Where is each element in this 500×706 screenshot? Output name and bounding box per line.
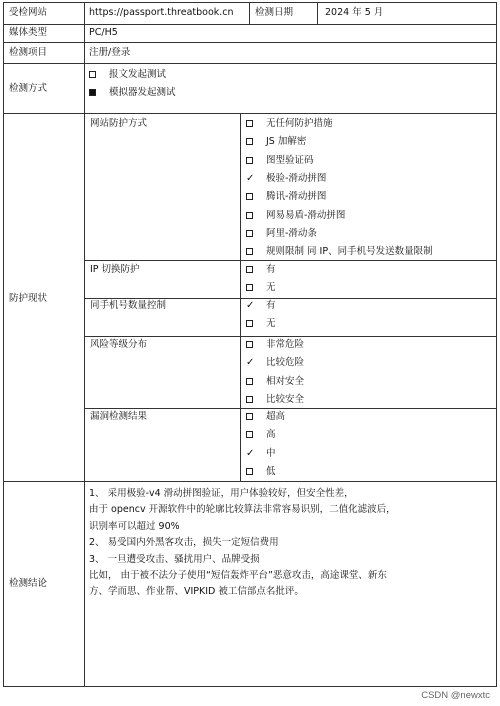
option-label: 模拟器发起测试	[109, 87, 176, 98]
rule	[3, 686, 497, 687]
option-label: 低	[266, 465, 276, 477]
option-label: 图型验证码	[266, 154, 314, 166]
media-value: PC/H5	[89, 27, 118, 38]
empty-checkbox-icon	[246, 320, 253, 327]
status-option	[246, 136, 306, 148]
status-option	[246, 155, 314, 167]
empty-checkbox-icon	[246, 193, 253, 200]
rule	[3, 63, 497, 64]
rule	[240, 113, 241, 482]
status-option	[246, 210, 345, 222]
rule	[84, 336, 497, 337]
option-label: 有	[266, 264, 276, 275]
section-name-risk-level: 风险等级分布	[90, 339, 148, 350]
rule	[496, 2, 497, 687]
option-label: 比较危险	[266, 357, 305, 369]
option-label: 腾讯-滑动拼图	[266, 191, 327, 203]
status-option	[246, 300, 276, 312]
empty-checkbox-icon	[246, 468, 253, 475]
option-label: 比较安全	[266, 393, 305, 405]
empty-checkbox-icon	[246, 341, 253, 348]
section-name-ip-switch: IP 切换防护	[90, 264, 140, 275]
media-label: 媒体类型	[9, 27, 48, 38]
status-option	[246, 318, 276, 330]
empty-checkbox-icon	[246, 120, 253, 127]
option-label: 超高	[266, 411, 286, 422]
rule	[3, 42, 497, 43]
rule	[84, 408, 497, 409]
status-option	[246, 466, 276, 478]
empty-checkbox-icon	[246, 378, 253, 385]
status-option	[246, 339, 304, 351]
section-name-phone-limit: 同手机号数量控制	[90, 300, 167, 311]
method-label: 检测方式	[9, 83, 48, 94]
site-url: https://passport.threatbook.cn	[89, 7, 234, 18]
conclusion-line: 2、 易受国内外黑客攻击，损失一定短信费用	[89, 537, 279, 549]
empty-checkbox-icon	[246, 266, 253, 273]
option-label: 阿里-滑动条	[266, 227, 317, 239]
status-option	[246, 429, 276, 441]
empty-checkbox-icon	[89, 71, 96, 78]
empty-checkbox-icon	[246, 248, 253, 255]
empty-checkbox-icon	[246, 284, 253, 291]
status-option	[246, 394, 304, 406]
method-option	[89, 87, 176, 99]
section-name-protection: 网站防护方式	[90, 118, 148, 129]
option-label: 非常危险	[266, 339, 305, 350]
rule	[84, 260, 497, 261]
option-label: 中	[266, 447, 276, 459]
rule	[3, 481, 497, 482]
watermark: CSDN @newxtc	[421, 690, 490, 701]
status-option	[246, 228, 317, 240]
rule	[3, 2, 4, 687]
rule	[3, 2, 497, 3]
empty-checkbox-icon	[246, 431, 253, 438]
conclusion-line: 比如， 由于被不法分子使用“短信轰炸平台”恶意攻击，高途课堂、新东	[89, 570, 387, 581]
conclusion-line: 1、 采用极验-v4 滑动拼图验证，用户体验较好，但安全性差，	[89, 488, 354, 499]
conclusion-line: 识别率可以超过 90%	[89, 520, 180, 532]
method-option	[89, 69, 166, 81]
status-option	[246, 282, 276, 294]
option-label: JS 加解密	[266, 136, 307, 148]
filled-square-icon	[89, 89, 96, 96]
date-value: 2024 年 5 月	[325, 7, 384, 18]
conclusion-label: 检测结论	[9, 578, 48, 589]
empty-checkbox-icon	[246, 230, 253, 237]
item-label: 检测项目	[9, 47, 48, 58]
section-name-vuln-result: 漏洞检测结果	[90, 411, 148, 422]
option-label: 规则限制 同 IP、同手机号发送数量限制	[266, 246, 433, 258]
site-label: 受检网站	[9, 7, 48, 18]
checkmark-icon: ✓	[246, 172, 255, 184]
option-label: 有	[266, 300, 276, 311]
option-label: 报文发起测试	[109, 69, 167, 80]
status-option	[246, 191, 326, 203]
option-label: 相对安全	[266, 375, 305, 387]
status-option	[246, 264, 276, 276]
empty-checkbox-icon	[246, 396, 253, 403]
conclusion-line: 由于 opencv 开源软件中的轮廓比较算法非常容易识别，二值化滤波后，	[89, 504, 396, 516]
status-option	[246, 246, 433, 258]
empty-checkbox-icon	[246, 157, 253, 164]
option-label: 高	[266, 429, 276, 441]
option-label: 网易易盾-滑动拼图	[266, 209, 346, 221]
checkmark-icon: ✓	[246, 357, 255, 369]
checkmark-icon: ✓	[246, 300, 255, 311]
option-label: 无任何防护措施	[266, 118, 333, 129]
status-option	[246, 173, 326, 185]
rule	[249, 2, 250, 25]
status-option	[246, 357, 304, 369]
status-option	[246, 118, 333, 130]
rule	[317, 2, 318, 25]
rule	[3, 113, 497, 114]
conclusion-line: 3、 一旦遭受攻击、骚扰用户、品牌受损	[89, 553, 260, 565]
status-option	[246, 411, 285, 423]
empty-checkbox-icon	[246, 138, 253, 145]
option-label: 极验-滑动拼图	[266, 172, 327, 184]
status-option	[246, 448, 276, 460]
option-label: 无	[266, 282, 276, 294]
inspection-report-table	[3, 2, 496, 686]
empty-checkbox-icon	[246, 413, 253, 420]
item-value: 注册/登录	[89, 47, 131, 58]
conclusion-line: 方、学而思、作业帮、VIPKID 被工信部点名批评。	[89, 586, 304, 598]
empty-checkbox-icon	[246, 212, 253, 219]
checkmark-icon: ✓	[246, 447, 255, 459]
rule	[3, 24, 497, 25]
status-label: 防护现状	[9, 293, 48, 304]
option-label: 无	[266, 318, 276, 330]
date-label: 检测日期	[255, 7, 294, 18]
rule	[84, 2, 85, 687]
rule	[84, 298, 497, 299]
status-option	[246, 376, 304, 388]
